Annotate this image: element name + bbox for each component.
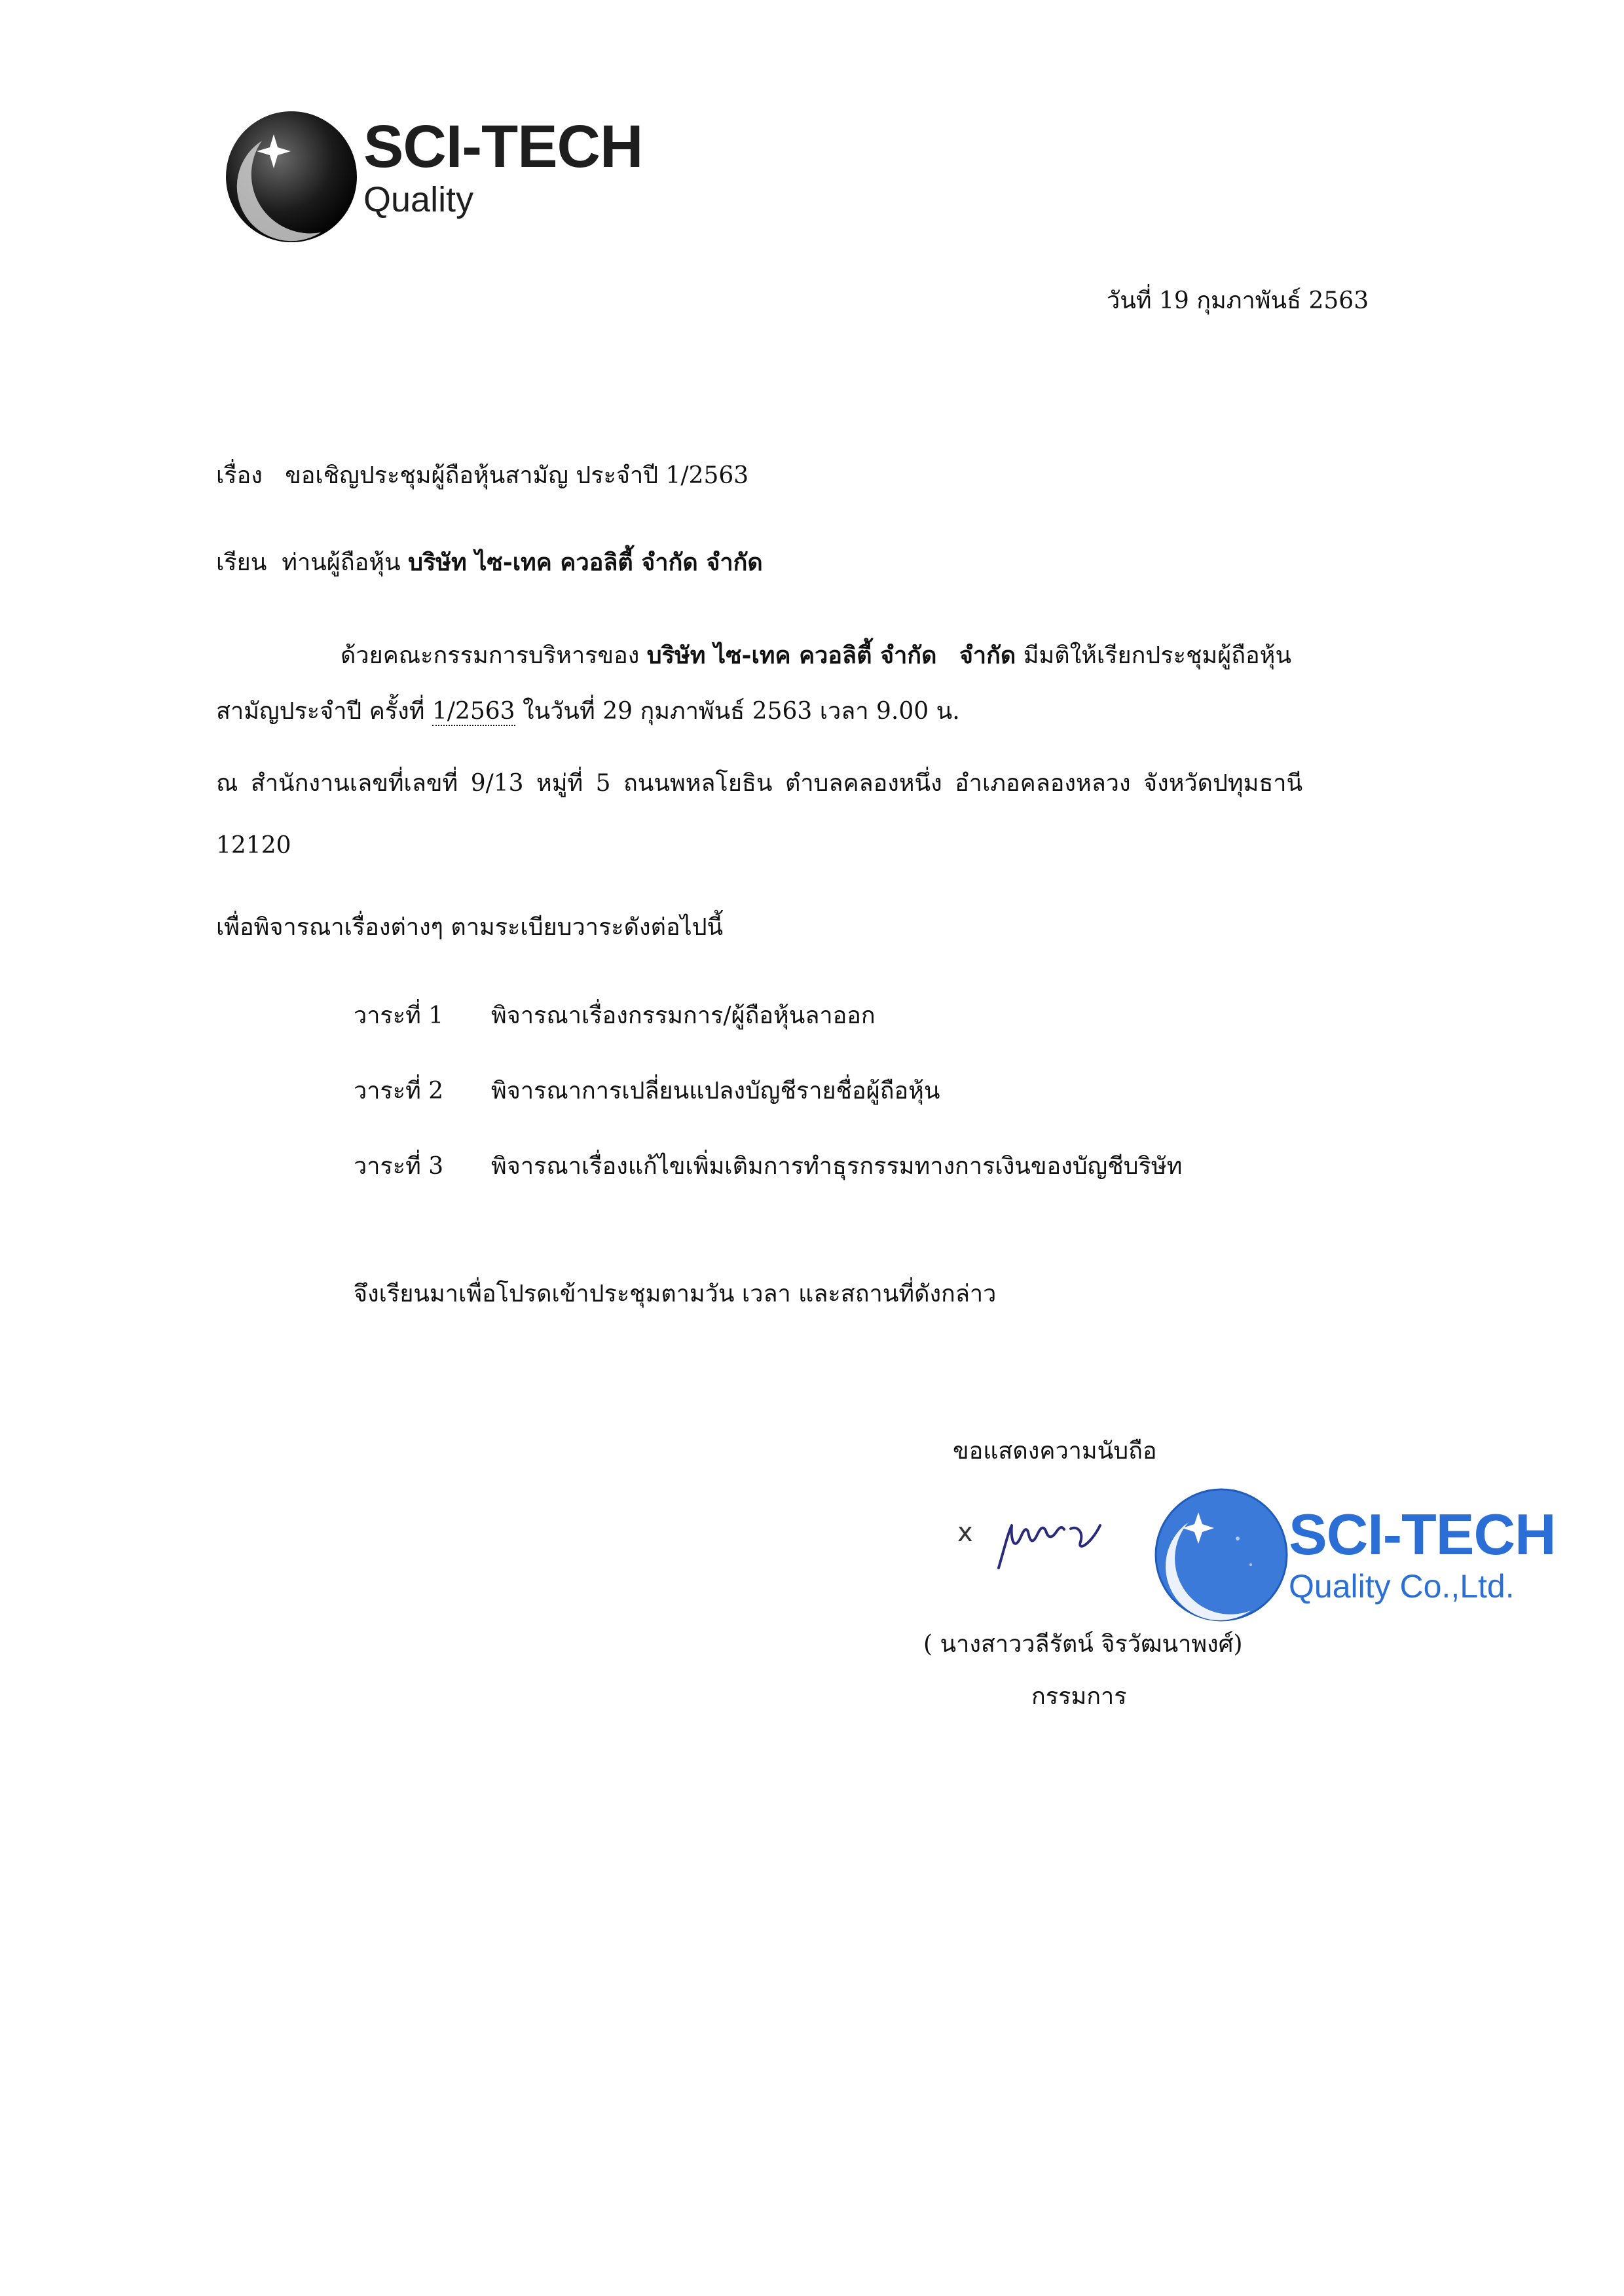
stamp-subtitle: Quality Co.,Ltd. [1289, 1568, 1515, 1605]
postal-code: 12120 [216, 832, 291, 859]
logo-subtitle: Quality [363, 180, 474, 219]
signer-name: ( นางสาววลีรัตน์ จิรวัฒนาพงศ์) [923, 1631, 1243, 1658]
signer-position: กรรมการ [1031, 1683, 1127, 1710]
subject-text: ขอเชิญประชุมผู้ถือหุ้นสามัญ ประจำปี 1/2563 [285, 462, 749, 489]
agenda-text: พิจารณาเรื่องกรรมการ/ผู้ถือหุ้นลาออก [491, 1002, 876, 1029]
recipient-prefix: ท่านผู้ถือหุ้น [282, 549, 401, 576]
signature-mark: x [957, 1518, 973, 1548]
company-logo [223, 98, 668, 249]
meeting-location: ณ สำนักงานเลขที่เลขที่ 9/13 หมู่ที่ 5 ถนนพหลโยธิน ตำบลคลองหนึ่ง อำเภอคลองหลวง จังหวัดปทุมธานี [216, 770, 1303, 797]
body-text: ด้วยคณะกรรมการบริหารของ [341, 642, 640, 669]
recipient-label: เรียน [216, 549, 267, 576]
meeting-number: 1/2563 [432, 698, 515, 725]
agenda-label: วาระที่ 1 [354, 1002, 444, 1029]
recipient-line [216, 549, 763, 577]
agenda-label: วาระที่ 3 [354, 1153, 444, 1180]
recipient-company: บริษัท ไซ-เทค ควอลิตี้ จำกัด จำกัด [408, 549, 763, 576]
stamp-title: SCI-TECH [1289, 1502, 1556, 1567]
signoff: ขอแสดงความนับถือ [953, 1438, 1157, 1465]
body-company-name: บริษัท ไซ-เทค ควอลิตี้ จำกัด [646, 642, 937, 669]
body-paragraph-1-line-2 [216, 697, 960, 725]
agenda-item [354, 1002, 443, 1030]
agenda-label: วาระที่ 2 [354, 1078, 444, 1104]
body-text: มีมติให้เรียกประชุมผู้ถือหุ้น [1023, 642, 1291, 669]
subject-label: เรื่อง [216, 462, 263, 489]
agenda-item [354, 1152, 443, 1180]
agenda-item [354, 1077, 443, 1105]
crescent-logo-icon [223, 108, 360, 246]
logo-wordmark [363, 113, 643, 219]
logo-title: SCI-TECH [363, 113, 643, 180]
company-stamp-icon [1153, 1486, 1290, 1624]
company-stamp [1289, 1502, 1556, 1605]
body-company-suffix: จำกัด [959, 642, 1016, 669]
agenda-text: พิจารณาการเปลี่ยนแปลงบัญชีรายชื่อผู้ถือหุ้น [491, 1078, 940, 1104]
letter-date: วันที่ 19 กุมภาพันธ์ 2563 [1107, 287, 1369, 314]
closing-sentence: จึงเรียนมาเพื่อโปรดเข้าประชุมตามวัน เวลา และสถานที่ดังกล่าว [354, 1281, 997, 1307]
subject-line [216, 462, 748, 490]
agenda-intro: เพื่อพิจารณาเรื่องต่างๆ ตามระเบียบวาระดังต่อไปนี้ [216, 914, 724, 941]
agenda-text: พิจารณาเรื่องแก้ไขเพิ่มเติมการทำธุรกรรมทางการเงินของบัญชีบริษัท [491, 1153, 1183, 1180]
body-paragraph-1-line-1 [341, 642, 1291, 670]
handwritten-signature [986, 1506, 1116, 1578]
meeting-datetime: ในวันที่ 29 กุมภาพันธ์ 2563 เวลา 9.00 น. [523, 698, 960, 725]
body-text: สามัญประจำปี ครั้งที่ [216, 698, 425, 725]
